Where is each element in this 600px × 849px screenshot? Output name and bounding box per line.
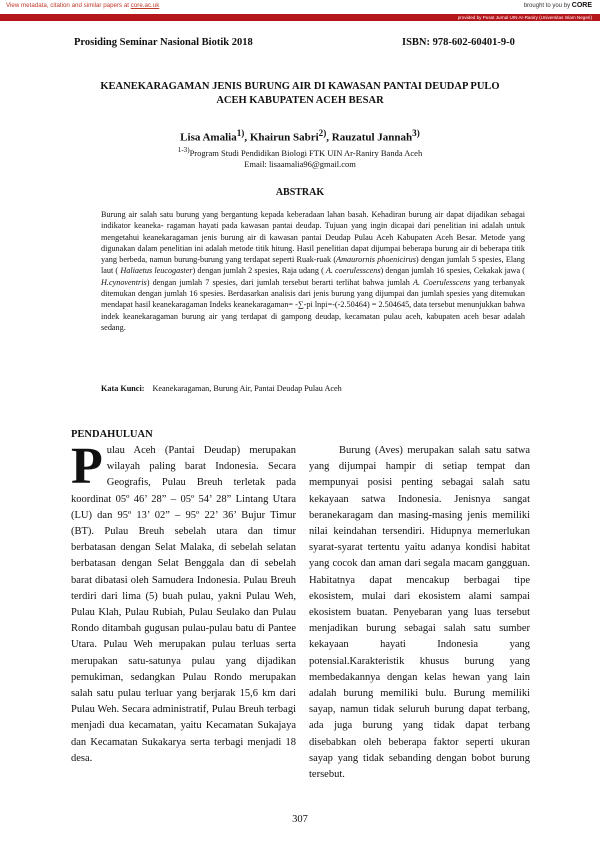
core-brand[interactable]: brought to you by CORE	[523, 2, 592, 9]
abstract-body: Burung air salah satu burung yang bergantung kepada keberadaan lahan basah. Kehadiran burung air dapat dijadikan sebagai indikator keaneka- ragaman hayati pada kawasan pantai deudap. Tujuan yang ingin dicapai dari penelitian ini adalah untuk mengetahui keanekaragaman jenis burung air di kawasan pantai Deudap Pulau Aceh Kabupaten Aceh Besar. Metode yang digunakan dalam penelitian ini adalah metode titik hitung. Hasil penelitian dapat dijumpai beberapa burung air di beberapa titik yang berbeda, namun burung-burung yang terdapat seperti Ruak-ruak (Amaurornis phoenicirus) dengan jumlah 5 spesies, Elang laut ( Haliaetus leucogaster) dengan jumlah 2 spesies, Raja udang ( A. coerulesscens) dengan jumlah 16 spesies, Cekakak jawa ( H.cynoventris) dengan jumlah 7 spesies, dari jumlah tersebut berarti terlihat bahwa jumlah A. Coerulesscens yang terbanyak ditemukan dengan jumlah 16 spesies. Berdasarkan analisis dari jenis burung yang dijumpai dan jumlah spesies yang ditemukan mendapat hasil keanekaragaman Indeks keanekaragaman= -∑-pi lnpi=-(-2.50464) = 2.504645, data tersebut menunjukkan bahwa indek keanekaragaman burung air yang terdapat di gampong deudap, kecamatan pulau aceh, kabupaten aceh besar adalah sedang.	[101, 210, 525, 332]
title-line-2: ACEH KABUPATEN ACEH BESAR	[216, 95, 384, 106]
running-header-right: ISBN: 978-602-60401-9-0	[402, 37, 515, 48]
section-heading: PENDAHULUAN	[71, 429, 153, 440]
core-metadata-link[interactable]: View metadata, citation and similar papers at core.ac.uk	[6, 2, 160, 9]
author-email: Email: lisaamalia96@gmail.com	[244, 158, 356, 169]
keywords-label: Kata Kunci:	[101, 384, 145, 393]
body-column-left: Pulau Aceh (Pantai Deudap) merupakan wilayah paling barat Indonesia. Secara Geografis, Pulau Breuh terletak pada koordinat 05º 46’ 28” – 05º 54’ 28” Lintang Utara (LU) dan 95º 13’ 02” – 95º 22’ 36’ Bujur Timur (BT). Pulau Breuh sebelah utara dan timur berbatasan dengan Selat Malaka, di sebelah selatan berbatasan dengan Selat Benggala dan di sebelah barat dibatasi oleh Samudera Indonesia. Pulau Breuh terdiri dari lima (5) buah pulau, yakni Pulau Weh, Pulau Klah, Pulau Rubiah, Pulau Seulako dan Pulau Rondo ditambah gugusan pulau-pulau batu di Pantee Utara. Pulau Weh merupakan pulau terluas serta merupakan satu-satunya pulau yang dijadikan pemukiman, sedangkan Pulau Rondo merupakan salah satu pulau terluar yang berjarak 15,6 km dari Pulau Weh. Secara administratif, Pulau Breuh terbagi menjadi dua kecamatan, yaitu Kecamatan Sukajaya dan Kecamatan Sukakarya serta terbagi menjadi 18 desa.	[71, 438, 296, 764]
drop-cap: P	[71, 438, 103, 495]
paper-title	[70, 80, 530, 108]
title-line-1: KEANEKARAGAMAN JENIS BURUNG AIR DI KAWASAN PANTAI DEUDAP PULO	[100, 81, 500, 92]
core-logo: CORE	[571, 2, 592, 9]
keywords	[101, 384, 525, 393]
abstract-heading: ABSTRAK	[275, 187, 325, 198]
authors: Lisa Amalia$^{1)}$, Khairun Sabri$^{2)}$, Rauzatul Jannah$^{3)}$	[180, 128, 420, 144]
provider-text[interactable]: provided by Pusat Jurnal UIN Ar-Raniry (Universitas Islam Negeri)	[457, 15, 592, 20]
keywords-value: Keanekaragaman, Burung Air, Pantai Deudap Pulau Aceh	[152, 384, 342, 393]
affiliation: $^{1-3)}$Program Studi Pendidikan Biologi FTK UIN Ar-Raniry Banda Aceh Email: lisaamalia96@gmail.com	[70, 145, 530, 170]
provider-strip	[0, 14, 600, 21]
running-header-left: Prosiding Seminar Nasional Biotik 2018	[74, 37, 253, 48]
page-number: 307	[292, 814, 308, 825]
core-banner	[0, 0, 600, 13]
body-column-right: Burung (Aves) merupakan salah satu satwa yang dijumpai hampir di setiap tempat dan mempunyai posisi penting sebagai salah satu kekayaan satwa Indonesia. Jenisnya sangat beranekaragam dan masing-masing jenis memiliki nilai keindahan tersendiri. Hidupnya memerlukan syarat-syarat tertentu yaitu adanya kondisi habitat yang cocok dan aman dari segala macam gangguan. Habitatnya dapat mencakup berbagai tipe ekosistem, mulai dari ekosistem alami sampai ekosistem buatan. Penyebaran yang luas tersebut menjadikan burung sebagai salah satu sumber kekayaan hayati Indonesia yang potensial.Karakteristik khusus burung yang membedakannya dengan kelas hewan yang lain adalah burung memiliki bulu. Burung memiliki sayap, namun tidak seluruh burung dapat terbang, ada juga burung yang tidak dapat terbang disebabkan oleh beberapa faktor seperti ukuran sayap yang tidak sebanding dengan bobot burung tersebut.	[309, 445, 530, 781]
